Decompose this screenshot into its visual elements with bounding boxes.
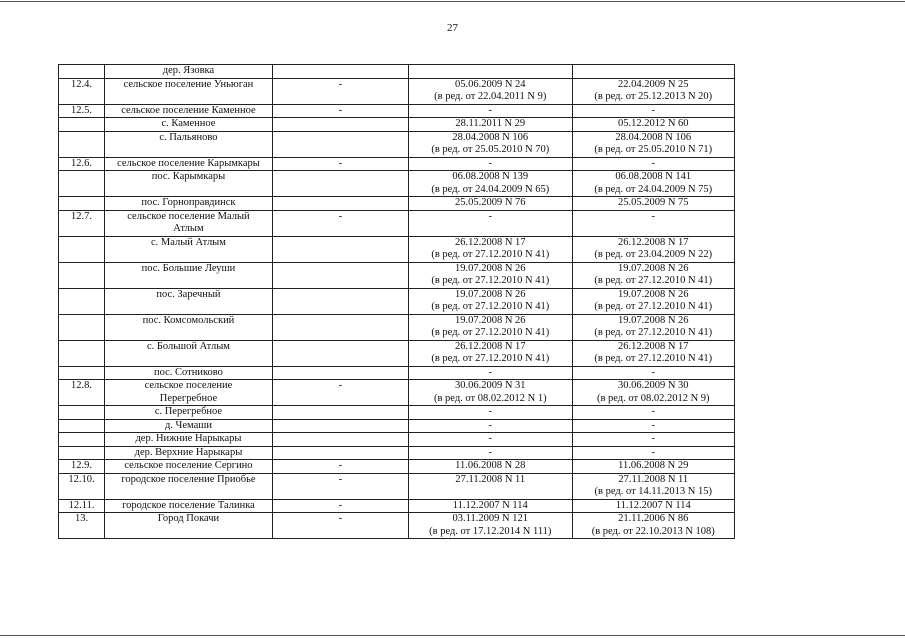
col-c-cell: - bbox=[572, 433, 734, 447]
col-b-cell: 05.06.2009 N 24 (в ред. от 22.04.2011 N 9) bbox=[409, 78, 572, 104]
col-b-cell: 28.11.2011 N 29 bbox=[409, 118, 572, 132]
table-row bbox=[59, 513, 735, 539]
col-b-cell: - bbox=[409, 433, 572, 447]
settlement-name-cell: сельское поселение Уньюган bbox=[105, 78, 273, 104]
settlement-name-cell: пос. Карымкары bbox=[105, 171, 273, 197]
settlement-name-cell: сельское поселение Сергино bbox=[105, 460, 273, 474]
col-a-cell bbox=[272, 262, 408, 288]
table-body bbox=[59, 65, 735, 539]
row-number-cell: 12.8. bbox=[59, 380, 105, 406]
row-number-cell: 12.9. bbox=[59, 460, 105, 474]
col-c-cell: - bbox=[572, 419, 734, 433]
col-b-cell: 25.05.2009 N 76 bbox=[409, 197, 572, 211]
col-a-cell: - bbox=[272, 157, 408, 171]
table-row bbox=[59, 78, 735, 104]
table-row bbox=[59, 366, 735, 380]
row-number-cell bbox=[59, 446, 105, 460]
settlement-name-cell: дер. Верхние Нарыкары bbox=[105, 446, 273, 460]
col-a-cell bbox=[272, 314, 408, 340]
settlement-name-cell: с. Малый Атлым bbox=[105, 236, 273, 262]
table-row bbox=[59, 171, 735, 197]
table-row bbox=[59, 118, 735, 132]
row-number-cell: 12.11. bbox=[59, 499, 105, 513]
col-b-cell: 19.07.2008 N 26 (в ред. от 27.12.2010 N 41) bbox=[409, 288, 572, 314]
col-c-cell: - bbox=[572, 104, 734, 118]
row-number-cell: 12.6. bbox=[59, 157, 105, 171]
col-a-cell: - bbox=[272, 210, 408, 236]
col-c-cell: - bbox=[572, 157, 734, 171]
table-row bbox=[59, 104, 735, 118]
col-c-cell: - bbox=[572, 406, 734, 420]
col-b-cell: 27.11.2008 N 11 bbox=[409, 473, 572, 499]
table-row bbox=[59, 288, 735, 314]
col-c-cell: 19.07.2008 N 26 (в ред. от 27.12.2010 N 41) bbox=[572, 262, 734, 288]
col-a-cell: - bbox=[272, 380, 408, 406]
table-row bbox=[59, 433, 735, 447]
col-b-cell: 19.07.2008 N 26 (в ред. от 27.12.2010 N 41) bbox=[409, 262, 572, 288]
table-row bbox=[59, 406, 735, 420]
row-number-cell: 13. bbox=[59, 513, 105, 539]
col-c-cell: 26.12.2008 N 17 (в ред. от 27.12.2010 N 41) bbox=[572, 340, 734, 366]
settlement-name-cell: с. Большой Атлым bbox=[105, 340, 273, 366]
col-b-cell: 03.11.2009 N 121 (в ред. от 17.12.2014 N 111) bbox=[409, 513, 572, 539]
row-number-cell bbox=[59, 65, 105, 79]
col-a-cell bbox=[272, 131, 408, 157]
col-b-cell: 28.04.2008 N 106 (в ред. от 25.05.2010 N 70) bbox=[409, 131, 572, 157]
scan-bottom-edge bbox=[0, 635, 905, 636]
table-row bbox=[59, 419, 735, 433]
col-a-cell bbox=[272, 340, 408, 366]
row-number-cell: 12.4. bbox=[59, 78, 105, 104]
col-b-cell: 30.06.2009 N 31 (в ред. от 08.02.2012 N 1) bbox=[409, 380, 572, 406]
table-row bbox=[59, 210, 735, 236]
col-a-cell bbox=[272, 65, 408, 79]
row-number-cell: 12.10. bbox=[59, 473, 105, 499]
col-b-cell: - bbox=[409, 104, 572, 118]
row-number-cell bbox=[59, 340, 105, 366]
table-row bbox=[59, 157, 735, 171]
row-number-cell bbox=[59, 314, 105, 340]
settlement-name-cell: пос. Горноправдинск bbox=[105, 197, 273, 211]
col-a-cell bbox=[272, 118, 408, 132]
col-a-cell bbox=[272, 433, 408, 447]
settlement-name-cell: с. Пальяново bbox=[105, 131, 273, 157]
page-number: 27 bbox=[447, 22, 458, 34]
table-row bbox=[59, 460, 735, 474]
table-row bbox=[59, 197, 735, 211]
col-b-cell: - bbox=[409, 406, 572, 420]
col-a-cell: - bbox=[272, 499, 408, 513]
col-a-cell: - bbox=[272, 78, 408, 104]
col-a-cell bbox=[272, 236, 408, 262]
col-c-cell: - bbox=[572, 446, 734, 460]
col-b-cell: - bbox=[409, 157, 572, 171]
row-number-cell bbox=[59, 118, 105, 132]
row-number-cell bbox=[59, 419, 105, 433]
col-c-cell: - bbox=[572, 366, 734, 380]
col-b-cell: 11.12.2007 N 114 bbox=[409, 499, 572, 513]
table-row bbox=[59, 236, 735, 262]
row-number-cell bbox=[59, 262, 105, 288]
settlement-name-cell: с. Каменное bbox=[105, 118, 273, 132]
row-number-cell bbox=[59, 366, 105, 380]
col-a-cell: - bbox=[272, 473, 408, 499]
settlement-name-cell: сельское поселение Каменное bbox=[105, 104, 273, 118]
col-c-cell: 11.12.2007 N 114 bbox=[572, 499, 734, 513]
col-c-cell: 21.11.2006 N 86 (в ред. от 22.10.2013 N 108) bbox=[572, 513, 734, 539]
col-a-cell bbox=[272, 446, 408, 460]
col-b-cell: - bbox=[409, 366, 572, 380]
table-row bbox=[59, 340, 735, 366]
settlement-name-cell: сельское поселение Карымкары bbox=[105, 157, 273, 171]
row-number-cell bbox=[59, 433, 105, 447]
table-row bbox=[59, 380, 735, 406]
col-c-cell: 30.06.2009 N 30 (в ред. от 08.02.2012 N 9) bbox=[572, 380, 734, 406]
row-number-cell bbox=[59, 288, 105, 314]
col-a-cell bbox=[272, 197, 408, 211]
col-b-cell: 26.12.2008 N 17 (в ред. от 27.12.2010 N 41) bbox=[409, 340, 572, 366]
municipal-acts-table bbox=[58, 64, 735, 539]
col-c-cell: 19.07.2008 N 26 (в ред. от 27.12.2010 N 41) bbox=[572, 288, 734, 314]
table-row bbox=[59, 262, 735, 288]
col-b-cell: 11.06.2008 N 28 bbox=[409, 460, 572, 474]
row-number-cell bbox=[59, 236, 105, 262]
col-c-cell: 11.06.2008 N 29 bbox=[572, 460, 734, 474]
col-b-cell: - bbox=[409, 210, 572, 236]
col-a-cell bbox=[272, 288, 408, 314]
col-a-cell: - bbox=[272, 513, 408, 539]
table-row bbox=[59, 446, 735, 460]
settlement-name-cell: с. Перегребное bbox=[105, 406, 273, 420]
col-a-cell bbox=[272, 171, 408, 197]
col-c-cell: 19.07.2008 N 26 (в ред. от 27.12.2010 N 41) bbox=[572, 314, 734, 340]
col-c-cell: 22.04.2009 N 25 (в ред. от 25.12.2013 N 20) bbox=[572, 78, 734, 104]
col-b-cell: - bbox=[409, 419, 572, 433]
col-c-cell: 05.12.2012 N 60 bbox=[572, 118, 734, 132]
settlement-name-cell: пос. Большие Леуши bbox=[105, 262, 273, 288]
row-number-cell bbox=[59, 131, 105, 157]
table-row bbox=[59, 314, 735, 340]
col-c-cell: - bbox=[572, 210, 734, 236]
col-a-cell: - bbox=[272, 104, 408, 118]
col-c-cell: 28.04.2008 N 106 (в ред. от 25.05.2010 N 71) bbox=[572, 131, 734, 157]
col-a-cell: - bbox=[272, 460, 408, 474]
table-row bbox=[59, 131, 735, 157]
table-row bbox=[59, 473, 735, 499]
col-b-cell: - bbox=[409, 446, 572, 460]
settlement-name-cell: городское поселение Приобье bbox=[105, 473, 273, 499]
col-a-cell bbox=[272, 366, 408, 380]
row-number-cell bbox=[59, 171, 105, 197]
settlement-name-cell: сельское поселение Перегребное bbox=[105, 380, 273, 406]
settlement-name-cell: пос. Заречный bbox=[105, 288, 273, 314]
settlement-name-cell: пос. Комсомольский bbox=[105, 314, 273, 340]
settlement-name-cell: Город Покачи bbox=[105, 513, 273, 539]
col-b-cell: 19.07.2008 N 26 (в ред. от 27.12.2010 N 41) bbox=[409, 314, 572, 340]
col-c-cell: 27.11.2008 N 11 (в ред. от 14.11.2013 N 15) bbox=[572, 473, 734, 499]
col-b-cell: 06.08.2008 N 139 (в ред. от 24.04.2009 N 65) bbox=[409, 171, 572, 197]
row-number-cell bbox=[59, 197, 105, 211]
col-c-cell: 25.05.2009 N 75 bbox=[572, 197, 734, 211]
row-number-cell: 12.7. bbox=[59, 210, 105, 236]
col-c-cell: 06.08.2008 N 141 (в ред. от 24.04.2009 N 75) bbox=[572, 171, 734, 197]
settlement-name-cell: городское поселение Талинка bbox=[105, 499, 273, 513]
settlement-name-cell: сельское поселение Малый Атлым bbox=[105, 210, 273, 236]
col-c-cell: 26.12.2008 N 17 (в ред. от 23.04.2009 N 22) bbox=[572, 236, 734, 262]
row-number-cell: 12.5. bbox=[59, 104, 105, 118]
col-b-cell bbox=[409, 65, 572, 79]
settlement-name-cell: пос. Сотниково bbox=[105, 366, 273, 380]
col-c-cell bbox=[572, 65, 734, 79]
row-number-cell bbox=[59, 406, 105, 420]
table-row bbox=[59, 65, 735, 79]
table-row bbox=[59, 499, 735, 513]
col-a-cell bbox=[272, 406, 408, 420]
scan-top-edge bbox=[0, 1, 905, 2]
col-a-cell bbox=[272, 419, 408, 433]
settlement-name-cell: дер. Нижние Нарыкары bbox=[105, 433, 273, 447]
col-b-cell: 26.12.2008 N 17 (в ред. от 27.12.2010 N 41) bbox=[409, 236, 572, 262]
settlement-name-cell: д. Чемаши bbox=[105, 419, 273, 433]
settlement-name-cell: дер. Язовка bbox=[105, 65, 273, 79]
